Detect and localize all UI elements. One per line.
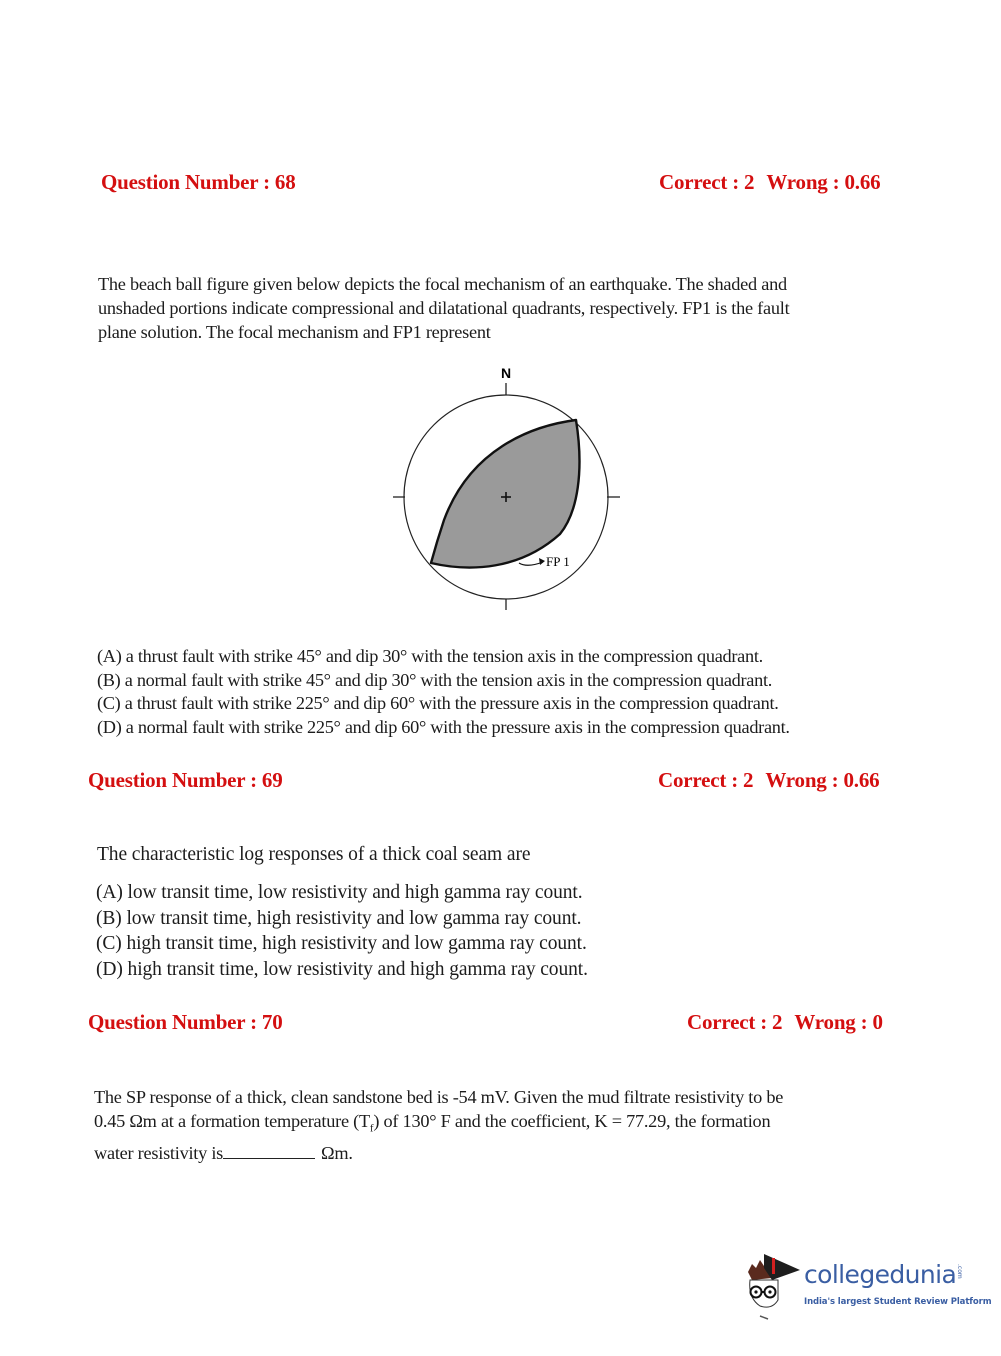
fp1-label: FP 1 (546, 554, 570, 569)
stem-unit: Ωm. (321, 1142, 353, 1163)
question-70-stem (94, 1085, 924, 1165)
stem-line (94, 1109, 924, 1141)
option-d[interactable]: (D) high transit time, low resistivity and high gamma ray count. (96, 958, 588, 980)
question-69-marks (658, 768, 879, 793)
logo-tagline: India's largest Student Review Platform (804, 1297, 992, 1307)
north-label: N (500, 365, 512, 381)
answer-blank[interactable] (223, 1144, 315, 1159)
question-number-label: Question Number : 69 (88, 768, 283, 792)
question-70-marks (687, 1010, 883, 1035)
marks-wrong: Wrong : 0.66 (765, 768, 880, 792)
marks-correct: Correct : 2 (659, 170, 755, 194)
question-70-number (88, 1010, 283, 1035)
question-69-number (88, 768, 283, 793)
question-68-marks (659, 170, 880, 195)
option-a[interactable]: (A) low transit time, low resistivity and high gamma ray count. (96, 882, 583, 903)
marks-wrong: Wrong : 0 (794, 1010, 883, 1034)
stem-line (94, 1141, 924, 1165)
question-68-number (101, 170, 296, 195)
marks-correct: Correct : 2 (658, 768, 754, 792)
option-c[interactable]: (C) a thrust fault with strike 225° and dip 60° with the pressure axis in the compression quadrant. (97, 693, 779, 713)
option-d[interactable]: (D) a normal fault with strike 225° and dip 60° with the pressure axis in the compression quadrant. (97, 716, 790, 737)
marks-wrong: Wrong : 0.66 (766, 170, 881, 194)
question-number-label: Question Number : 70 (88, 1010, 283, 1034)
stem-line: plane solution. The focal mechanism and FP1 represent (98, 322, 491, 342)
stem-line: unshaded portions indicate compressional and dilatational quadrants, respectively. FP1 is the fault (98, 298, 790, 318)
option-c[interactable]: (C) high transit time, high resistivity and low gamma ray count. (96, 933, 587, 954)
question-69-options (96, 880, 588, 982)
collegedunia-logo[interactable] (742, 1250, 992, 1325)
stem-line: The characteristic log responses of a thick coal seam are (97, 844, 531, 865)
option-a[interactable]: (A) a thrust fault with strike 45° and dip 30° with the tension axis in the compression quadrant. (97, 646, 763, 666)
stem-line: The beach ball figure given below depicts the focal mechanism of an earthquake. The shaded and (98, 274, 787, 294)
marks-correct: Correct : 2 (687, 1010, 783, 1034)
option-b[interactable]: (B) low transit time, high resistivity and low gamma ray count. (96, 907, 582, 929)
logo-wordmark: collegedunia (804, 1260, 957, 1289)
mascot-icon (742, 1250, 804, 1325)
beach-ball-figure (380, 355, 640, 615)
stem-text: ) of 130° F and the coefficient, K = 77.29, the formation (373, 1111, 771, 1131)
question-69-stem (97, 842, 530, 868)
stem-text: water resistivity is (94, 1142, 224, 1163)
fp1-arrowhead (539, 558, 545, 565)
subscript-f: f (369, 1122, 374, 1135)
stem-line: The SP response of a thick, clean sandstone bed is -54 mV. Given the mud filtrate resistivity to be (94, 1087, 784, 1107)
question-68-stem (98, 272, 918, 344)
fp1-arrow (519, 562, 543, 565)
question-68-options (97, 645, 790, 739)
option-b[interactable]: (B) a normal fault with strike 45° and dip 30° with the tension axis in the compression quadrant. (97, 669, 772, 690)
stem-text: 0.45 Ωm at a formation temperature (T (94, 1111, 370, 1131)
logo-suffix: .com (956, 1264, 963, 1279)
question-number-label: Question Number : 68 (101, 170, 296, 194)
